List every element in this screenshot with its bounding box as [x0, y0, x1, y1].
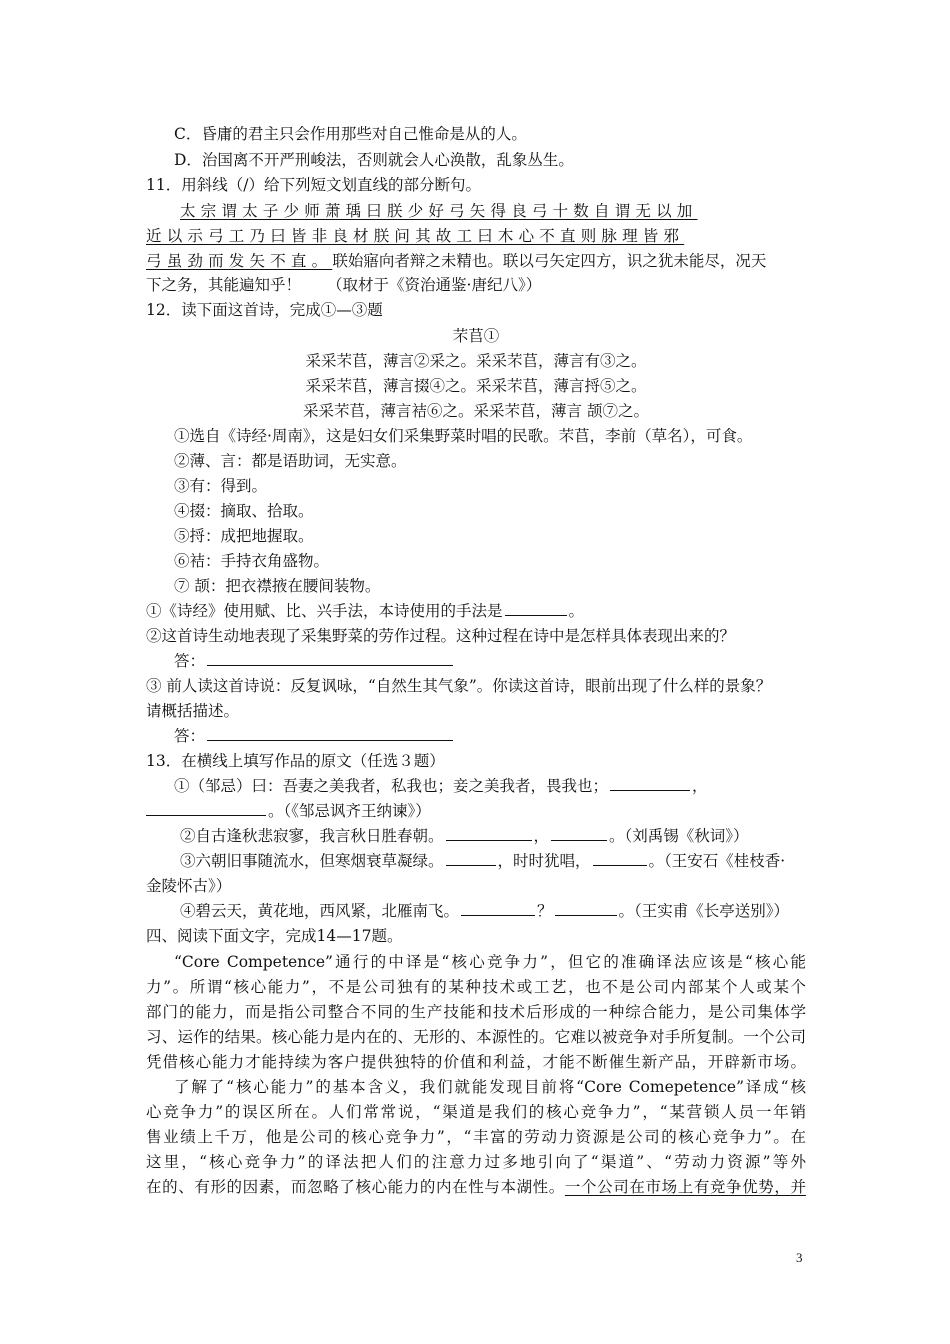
q13-item-4-text: ④碧云天，黄花地，西风紧，北雁南飞。	[180, 902, 460, 920]
poem-line-3: 采采芣苢，薄言袺⑥之。采采芣苢，薄言 颉⑦之。	[303, 402, 649, 420]
note-4: ④掇：摘取、拾取。	[174, 502, 314, 520]
note-2: ②薄、言：都是语助词，无实意。	[174, 452, 407, 470]
p1-line-5: 凭借核心能力才能持续为客户提供独特的价值和利益，才能不断催生新产品，开辟新市场。	[146, 1053, 806, 1071]
p1-line-4: 习、运作的结果。核心能力是内在的、无形的、本源性的。它难以被竞争对手所复制。一个公司	[146, 1028, 806, 1046]
note-1: ①选自《诗经·周南》，这是妇女们采集野菜时唱的民歌。芣苢，李前（草名），可食。	[174, 427, 753, 445]
section-4-title: 四、阅读下面文字，完成14—17题。	[146, 927, 403, 945]
q13-item-1-comma: ，	[692, 777, 708, 795]
answer-blank[interactable]	[446, 849, 496, 866]
note-3: ③有：得到。	[174, 477, 268, 495]
q11-line-1: 太宗谓太子少师萧瑀曰朕少好弓矢得良弓十数自谓无以加	[180, 202, 698, 220]
p2-line-5-text: 在的、有形的因素，而忽略了核心能力的内在性与本湖性。	[146, 1178, 565, 1196]
q13-item-2-mid: ，	[533, 827, 550, 845]
q12-sub-3-line-1: ③ 前人读这首诗说：反复讽咏，“自然生其气象”。你读这首诗，眼前出现了什么样的景象？	[146, 677, 772, 695]
p2-line-4: 这里，“核心竞争力”的译法把人们的注意力过多地引向了“渠道”、“劳动力资源”等外	[146, 1153, 806, 1171]
note-6: ⑥袺：手持衣角盛物。	[174, 552, 330, 570]
note-5: ⑤捋：成把地握取。	[174, 527, 314, 545]
q11-line-4-text: 下之务，其能遍知乎！	[146, 276, 302, 294]
q11-line-3-rest: 联始寤向者辩之未精也。联以弓矢定四方，识之犹未能尽，况天	[332, 252, 767, 270]
answer-label: 答：	[174, 652, 206, 670]
q13-item-1-text: ①（邹忌）曰：吾妻之美我者，私我也；妾之美我者，畏我也；	[174, 777, 609, 795]
q11-line-3-underlined: 弓虽劲而发矢不直。	[146, 252, 333, 270]
q11-title: 11．用斜线（/）给下列短文划直线的部分断句。	[146, 176, 481, 194]
p1-line-1: “Core Competence”通行的中译是“核心竞争力”，但它的准确译法应该是“核心能	[174, 953, 806, 971]
q12-answer-2	[174, 649, 834, 673]
p2-line-5	[146, 1175, 806, 1199]
answer-blank[interactable]	[610, 774, 690, 791]
q12-sub-3-line-2: 请概括描述。	[146, 702, 240, 720]
answer-label: 答：	[174, 727, 206, 745]
p1-line-2: 力”。所谓“核心能力”，不是公司独有的某种技术或工艺，也不是公司内部某个人或某个	[146, 978, 806, 996]
option-c: C．昏庸的君主只会作用那些对自己惟命是从的人。	[174, 125, 527, 143]
q12-answer-3	[174, 724, 834, 748]
q13-title: 13．在横线上填写作品的原文（任选３题）	[146, 752, 445, 770]
answer-blank[interactable]	[551, 824, 607, 841]
q13-item-1	[174, 774, 834, 798]
q13-item-1-source: 。（《邹忌讽齐王纳谏》）	[268, 802, 431, 820]
page-number: 3	[796, 1250, 803, 1265]
note-7: ⑦ 颉：把衣襟掖在腰间装物。	[174, 577, 381, 595]
poem-title: 芣苢①	[452, 327, 500, 345]
q13-item-4	[180, 899, 840, 923]
q12-title: 12．读下面这首诗，完成①—③题	[146, 301, 383, 319]
answer-blank[interactable]	[146, 799, 266, 816]
answer-blank[interactable]	[207, 724, 453, 741]
q12-sub-1-text: ①《诗经》使用赋、比、兴手法，本诗使用的手法是	[146, 602, 503, 620]
answer-blank[interactable]	[555, 899, 617, 916]
q13-item-4-source: 。（王实甫《长亭送别》）	[618, 902, 790, 920]
answer-blank[interactable]	[461, 899, 535, 916]
answer-blank[interactable]	[505, 599, 567, 616]
q13-item-4-mid: ？	[537, 902, 553, 920]
p2-line-2: 心竞争力”的误区所在。人们常常说，“渠道是我们的核心竞争力”，“某营锁人员一年销	[146, 1103, 806, 1121]
answer-blank[interactable]	[207, 649, 453, 666]
p2-line-5-underlined: 一个公司在市场上有竞争优势，并	[564, 1178, 806, 1196]
option-d: D．治国离不开严刑峻法，否则就会人心涣散，乱象丛生。	[174, 151, 574, 169]
q13-item-2	[180, 824, 840, 848]
q13-item-2-text: ②自古逢秋悲寂寥，我言秋日胜春朝。	[180, 827, 444, 845]
q13-item-3	[180, 849, 840, 873]
answer-blank[interactable]	[446, 824, 532, 841]
q13-item-3-text: ③六朝旧事随流水，但寒烟衰草凝绿。	[180, 852, 444, 870]
q11-source: （取材于《资治通鉴·唐纪八》）	[327, 276, 542, 294]
q11-line-3	[146, 249, 806, 273]
q13-item-3-mid: ，时时犹唱，	[497, 852, 591, 870]
p2-line-1: 了解了“核心能力”的基本含义，我们就能发现目前将“Core Comepetence”译成“核	[174, 1078, 806, 1096]
q13-item-2-source: 。（刘禹锡《秋词》）	[609, 827, 749, 845]
poem-line-2: 采采芣苢，薄言掇④之。采采芣苢，薄言捋⑤之。	[305, 377, 647, 395]
q13-item-3-source-cont: 金陵怀古》）	[146, 877, 232, 895]
q11-line-2: 近以示弓工乃曰皆非良材朕问其故工曰木心不直则脉理皆邪	[146, 227, 685, 245]
q12-sub-1-end: 。	[568, 602, 585, 620]
q13-item-1-cont	[146, 799, 806, 823]
q12-sub-1	[146, 599, 806, 623]
p2-line-3: 售业绩上千万，他是公司的核心竞争力”，“丰富的劳动力资源是公司的核心竞争力”。在	[146, 1128, 806, 1146]
answer-blank[interactable]	[593, 849, 647, 866]
p1-line-3: 部门的能力，而是指公司整合不同的生产技能和技术后形成的一种综合能力，是公司集体学	[146, 1003, 806, 1021]
poem-line-1: 采采芣苢，薄言②采之。采采芣苢，薄言有③之。	[305, 352, 647, 370]
q11-line-4	[146, 273, 806, 297]
q12-sub-2: ②这首诗生动地表现了采集野菜的劳作过程。这种过程在诗中是怎样具体表现出来的？	[146, 627, 736, 645]
q13-item-3-source: 。（王安石《桂枝香·	[648, 852, 786, 870]
